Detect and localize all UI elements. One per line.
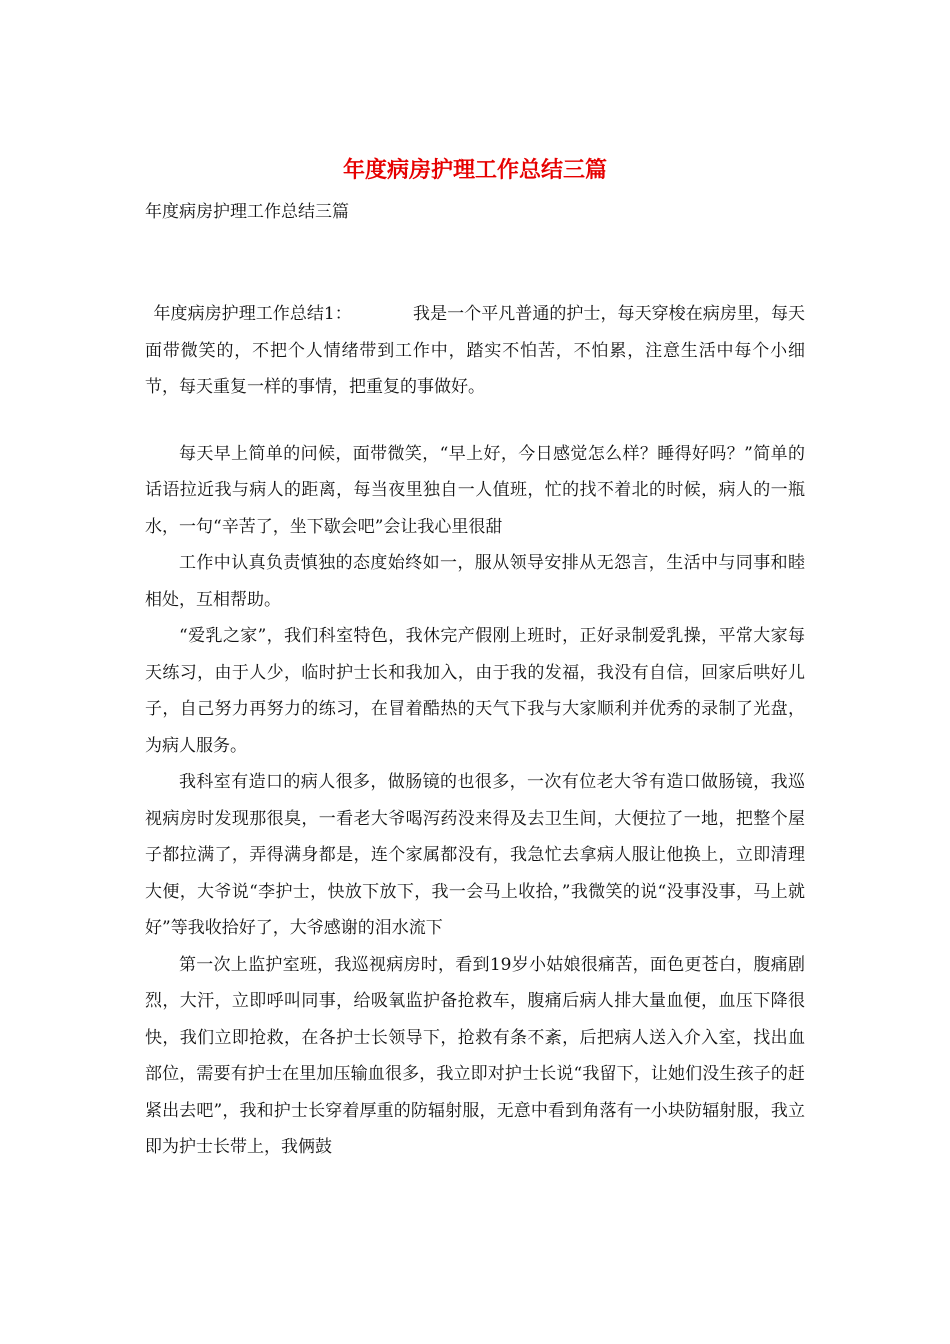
document-title: 年度病房护理工作总结三篇: [342, 157, 607, 183]
paragraph: 工作中认真负责慎独的态度始终如一，服从领导安排从无怨言，生活中与同事和睦相处，互相帮助。: [145, 553, 805, 610]
document-subtitle: 年度病房护理工作总结三篇: [145, 202, 349, 222]
paragraph-text: 我是一个平凡普通的护士，每天穿梭在病房里，每天面带微笑的，不把个人情绪带到工作中，踏实不怕苦，不怕累，注意生活中每个小细节，每天重复一样的事情，把重复的事做好。: [145, 304, 805, 397]
summary-heading: 年度病房护理工作总结1：: [153, 304, 352, 324]
paragraph: “爱乳之家”，我们科室特色，我休完产假刚上班时，正好录制爱乳操，平常大家每天练习，由于人少，临时护士长和我加入，由于我的发福，我没有自信，回家后哄好儿子，自己努力再努力的练习，在冒着酷热的天气下我与大家顺利并优秀的录制了光盘，为病人服务。: [145, 626, 805, 756]
paragraph: 第一次上监护室班，我巡视病房时，看到19岁小姑娘很痛苦，面色更苍白，腹痛剧烈，大汗，立即呼叫同事，给吸氧监护备抢救车，腹痛后病人排大量血便，血压下降很快，我们立即抢救，在各护士长领导下，抢救有条不紊，后把病人送入介入室，找出血部位，需要有护士在里加压输血很多，我立即对护士长说“我留下，让她们没生孩子的赶紧出去吧”，我和护士长穿着厚重的防辐射服，无意中看到角落有一小块防辐射服，我立即为护士长带上，我俩鼓: [145, 954, 805, 1157]
paragraph-intro: [145, 296, 805, 406]
paragraph: 我科室有造口的病人很多，做肠镜的也很多，一次有位老大爷有造口做肠镜，我巡视病房时发现那很臭，一看老大爷喝泻药没来得及去卫生间，大便拉了一地，把整个屋子都拉满了，弄得满身都是，连个家属都没有，我急忙去拿病人服让他换上，立即清理大便，大爷说“李护士，快放下放下，我一会马上收拾，”我微笑的说“没事没事，马上就好”等我收拾好了，大爷感谢的泪水流下: [145, 772, 805, 938]
document-body: [145, 296, 805, 1166]
paragraph: 每天早上简单的问候，面带微笑，“早上好，今日感觉怎么样？睡得好吗？”简单的话语拉近我与病人的距离，每当夜里独自一人值班，忙的找不着北的时候，病人的一瓶水，一句“辛苦了，坐下歇会吧”会让我心里很甜: [145, 443, 805, 537]
paragraph-gap: [145, 406, 805, 436]
